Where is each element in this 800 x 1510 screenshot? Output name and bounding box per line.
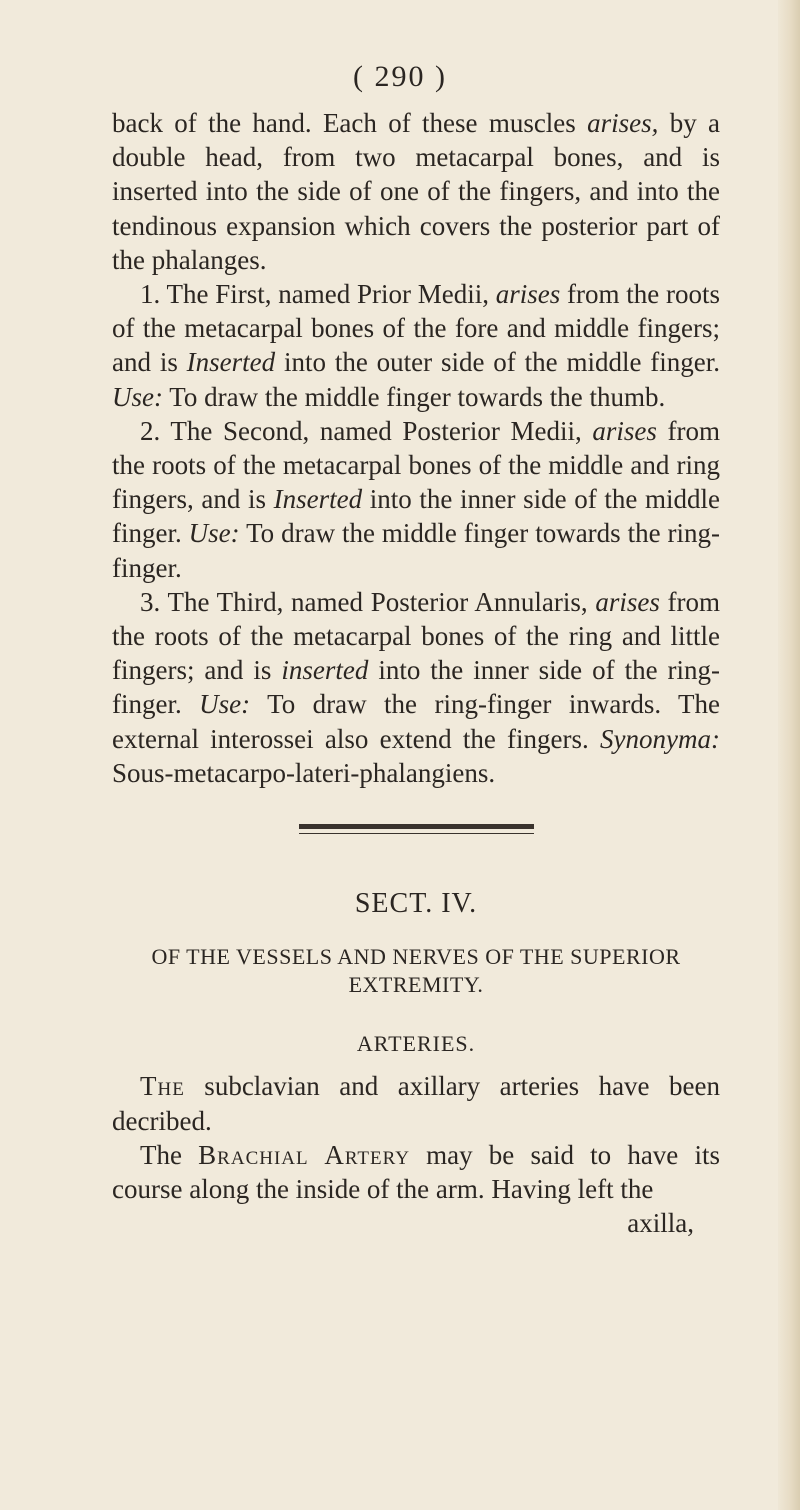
page-edge-shadow bbox=[778, 0, 800, 1510]
italic-term: Synonyma: bbox=[600, 723, 720, 754]
section-title-line: OF THE VESSELS AND NERVES OF THE SUPERIOR bbox=[151, 944, 681, 970]
section-title-line: EXTREMITY. bbox=[348, 972, 484, 998]
section-divider bbox=[299, 824, 534, 834]
italic-term: arises, bbox=[587, 108, 659, 138]
text-run: may be said to have its course along the inside of the arm. Having left the bbox=[112, 1139, 720, 1205]
page-number: ( 290 ) bbox=[353, 60, 447, 93]
text-run: 1. The First, named Prior Medii, bbox=[140, 279, 496, 310]
italic-term: arises bbox=[595, 586, 660, 617]
small-caps-term: Brachial Artery bbox=[198, 1139, 410, 1170]
text-run: To draw the middle finger towards the ring-finger. bbox=[112, 518, 720, 583]
italic-term: Inserted bbox=[273, 484, 363, 515]
text-run: To draw the middle finger towards the thumb. bbox=[162, 381, 666, 412]
italic-term: arises bbox=[592, 415, 657, 446]
paragraph-continued bbox=[112, 106, 720, 277]
paragraph-posterior-medii bbox=[112, 414, 720, 585]
italic-term: inserted bbox=[281, 655, 369, 686]
section-title bbox=[112, 943, 720, 999]
italic-term: arises bbox=[495, 279, 561, 310]
page-body bbox=[112, 106, 720, 1240]
catchword: axilla, bbox=[627, 1208, 694, 1239]
paragraph-brachial-artery bbox=[112, 1138, 720, 1206]
small-caps-term: The bbox=[140, 1071, 185, 1102]
paragraph-posterior-annularis bbox=[112, 585, 720, 790]
divider-thick-rule bbox=[299, 824, 534, 829]
text-run: from the roots of the metacarpal bones of the middle and ring fingers, and is bbox=[112, 415, 721, 515]
italic-term: Use: bbox=[188, 518, 240, 549]
italic-term: Use: bbox=[199, 689, 251, 720]
text-run: into the outer side of the middle finger. bbox=[275, 347, 720, 378]
text-run: back of the hand. Each of these muscles bbox=[112, 108, 588, 138]
paragraph-prior-medii bbox=[112, 277, 720, 414]
text-run: into the inner side of the ring-finger. bbox=[112, 655, 720, 720]
text-run: 2. The Second, named Posterior Medii, bbox=[140, 415, 593, 446]
section-heading: SECT. IV. bbox=[354, 888, 478, 920]
text-run: into the inner side of the middle finger. bbox=[112, 484, 720, 549]
text-run: The bbox=[140, 1139, 199, 1170]
italic-term: Use: bbox=[112, 381, 163, 412]
subheading-arteries: ARTERIES. bbox=[356, 1031, 476, 1057]
text-run: from the roots of the metacarpal bones of the ring and little fingers; and is bbox=[112, 586, 720, 686]
text-run: by a double head, from two metacarpal bones, and is inserted into the side of one of the fingers, and into the tendinous expansion which covers the posterior part of the phalanges. bbox=[112, 108, 721, 275]
text-run: subclavian and axillary arteries have been decribed. bbox=[112, 1071, 720, 1136]
text-run: To draw the ring-finger inwards. The external interossei also extend the fingers. bbox=[112, 689, 720, 754]
text-run: Sous-metacarpo-lateri-phalangiens. bbox=[112, 757, 496, 788]
divider-thin-rule bbox=[299, 833, 534, 834]
text-run: from the roots of the metacarpal bones of the fore and middle fingers; and is bbox=[112, 279, 720, 378]
text-run: 3. The Third, named Posterior Annularis, bbox=[140, 586, 596, 617]
italic-term: Inserted bbox=[186, 347, 276, 378]
paragraph-subclavian bbox=[112, 1069, 720, 1137]
